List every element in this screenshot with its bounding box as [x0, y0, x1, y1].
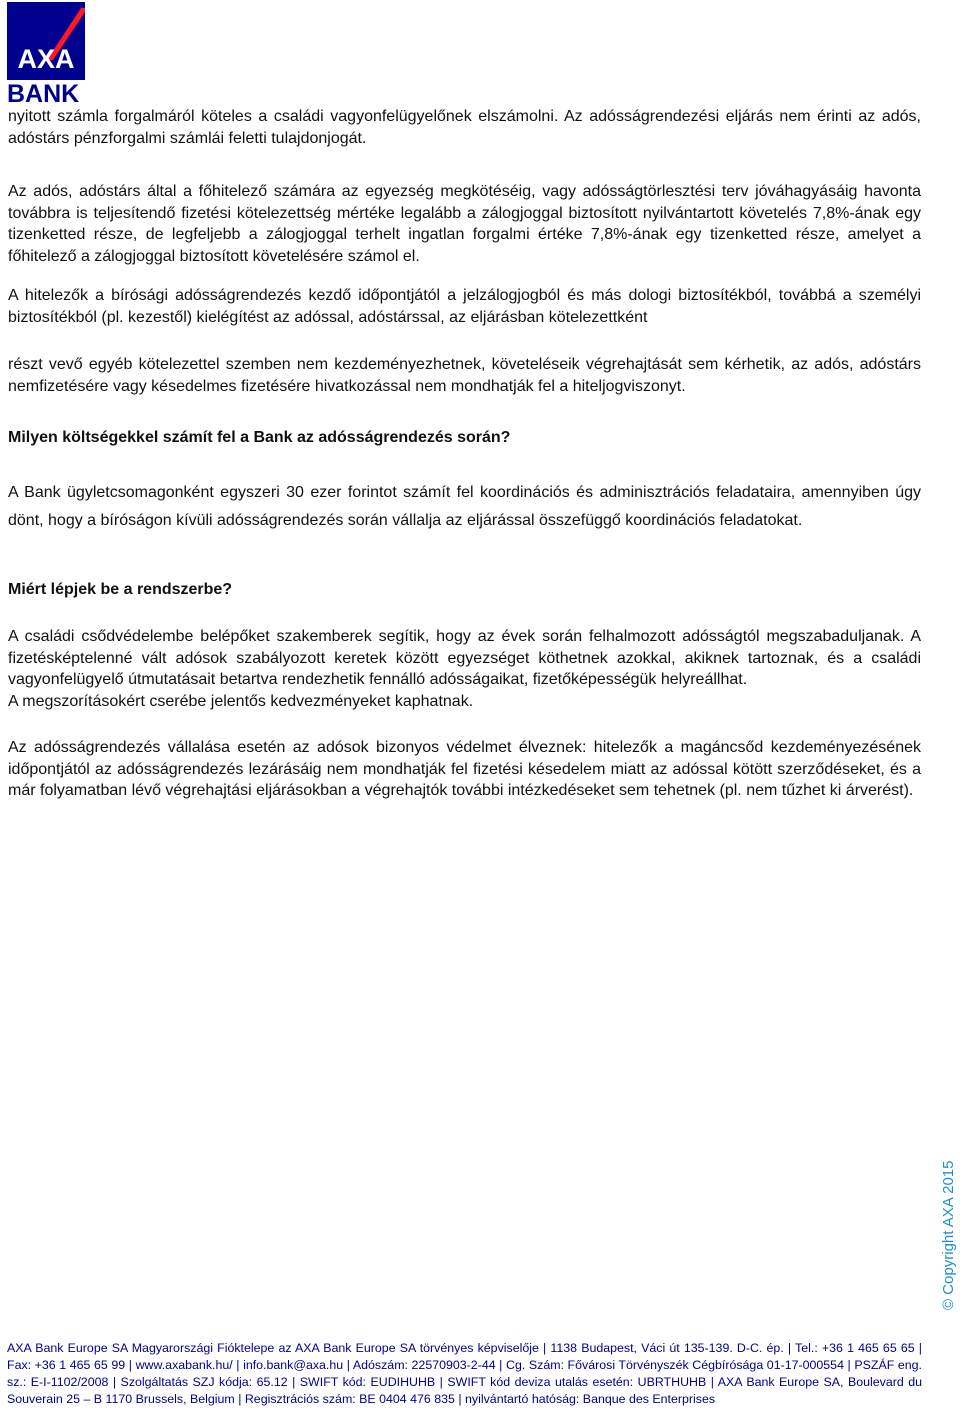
paragraph-creditors: A hitelezők a bírósági adósságrendezés kezdő időpontjától a jelzálogjogból és más dologi biztosítékból, továbbá a személyi biztosítékból (pl. kezestől) kielégítést az adóssal, adóstárssal, az eljárásban kötelezettként	[8, 287, 921, 326]
paragraph-costs: A Bank ügyletcsomagonként egyszeri 30 ezer forintot számít fel koordinációs és adminisztrációs feladataira, amennyiben úgy dönt, hogy a bíróságon kívüli adósságrendezés során vállalja az eljárással összefüggő koordinációs feladatokat.	[8, 483, 921, 529]
axa-logo-mark	[7, 2, 85, 80]
paragraph-payment-obligation: Az adós, adóstárs által a főhitelező számára az egyezség megkötéséig, vagy adósságtörlesztési terv jóváhagyásáig havonta továbbra is teljesítendő fizetési kötelezettség mértéke legalább a zálogjoggal biztosított nyilvántartott követelés 7,8%-ának egy tizenketted része, de legfeljebb a zálogjoggal terhelt ingatlan forgalmi értéke 7,8%-ának egy tizenketted része, amelyet a főhitelező a zálogjoggal biztosított követelésére számol el.	[8, 183, 921, 265]
paragraph-intro: nyitott számla forgalmáról köteles a családi vagyonfelügyelőnek elszámolni. Az adósságrendezési eljárás nem érinti az adós, adóstárs pénzforgalmi számlái feletti tulajdonjogát.	[8, 108, 921, 147]
footer-legal-info: AXA Bank Europe SA Magyarországi Fióktelepe az AXA Bank Europe SA törvényes képviselője | 1138 Budapest, Váci út 135-139. D-C. ép. | Tel.: +36 1 465 65 65 | Fax: +36 1 465 65 99 | www.axabank.hu/ | info.bank@axa.hu | Adószám: 22570903-2-44 | Cg. Szám: Fővárosi Törvényszék Cégbírósága 01-17-000554 | PSZÁF eng. sz.: E-I-1102/2008 | Szolgáltatás SZJ kódja: 65.12 | SWIFT kód: EUDIHUHB | SWIFT kód deviza utalás esetén: UBRTHUHB | AXA Bank Europe SA, Boulevard du Souverain 25 – B 1170 Brussels, Belgium | Regisztrációs szám: BE 0404 476 835 | nyilvántartó hatóság: Banque des Enterprises	[7, 1341, 922, 1406]
paragraph-creditors-cont: részt vevő egyéb kötelezettel szemben nem kezdeményezhetnek, követeléseik végrehajtását sem kérhetik, az adós, adóstárs nemfizetésére vagy késedelmes fizetésére hivatkozással nem mondhatják fel a hiteljogviszonyt.	[8, 356, 921, 395]
heading-costs: Milyen költségekkel számít fel a Bank az adósságrendezés során?	[8, 429, 511, 446]
copyright-note: © Copyright AXA 2015	[940, 1160, 957, 1310]
paragraph-protection: Az adósságrendezés vállalása esetén az adósok bizonyos védelmet élveznek: hitelezők a magáncsőd kezdeményezésének időpontjától az adósságrendezés lezárásáig nem mondhatják fel fizetési késedelem miatt az adóssal kötött szerződéseket, és a már folyamatban lévő végrehajtási eljárásokban a végrehajtók további intézkedéseket sem tehetnek (pl. nem tűzhet ki árverést).	[8, 739, 921, 799]
axa-logo-icon	[7, 2, 85, 80]
axa-bank-logo	[7, 2, 85, 107]
logo-brand-text: AXA	[17, 44, 75, 74]
document-body	[8, 106, 921, 802]
logo-bank-text: BANK	[7, 80, 80, 108]
heading-why-join: Miért lépjek be a rendszerbe?	[8, 580, 233, 598]
paragraph-benefits: A megszorításokért cserébe jelentős kedvezményeket kaphatnak.	[8, 692, 474, 710]
paragraph-why-join: A családi csődvédelembe belépőket szakemberek segítik, hogy az évek során felhalmozott adósságtól megszabaduljanak. A fizetésképtelenné vált adósok szabályozott keretek között egyezséget köthetnek azokkal, akiknek tartoznak, és a családi vagyonfelügyelő útmutatásait betartva rendezhetik fennálló adósságaikat, fizetőképességük helyreállhat.	[8, 628, 921, 688]
